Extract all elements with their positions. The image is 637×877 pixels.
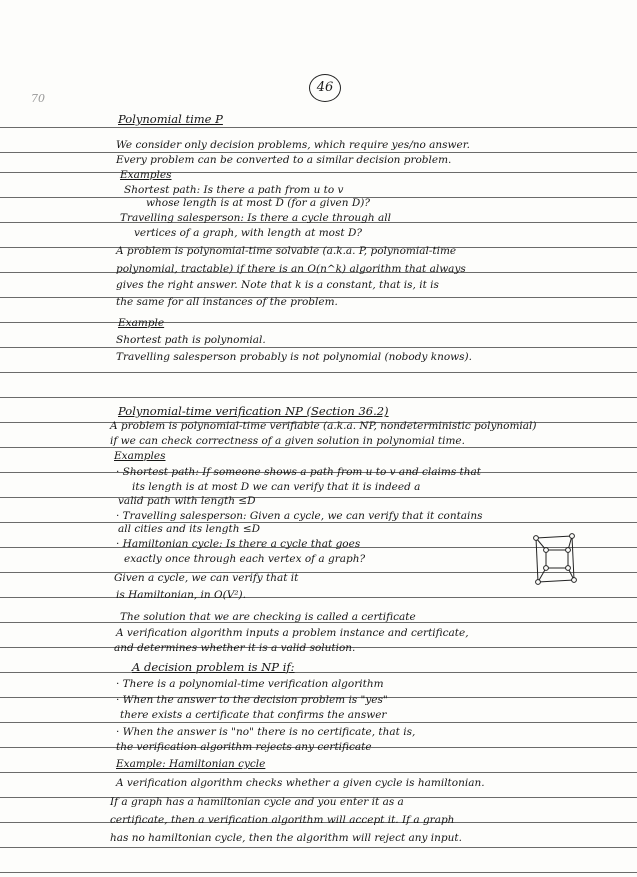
subheading-example-hamiltonian: Example: Hamiltonian cycle (116, 758, 266, 770)
note-line: is Hamiltonian, in O(V²). (116, 589, 246, 601)
note-line: the verification algorithm rejects any certificate (116, 741, 372, 753)
note-line: valid path with length ≤D (118, 495, 256, 507)
note-line: and determines whether it is a valid solution. (114, 642, 356, 654)
note-line: Every problem can be converted to a similar decision problem. (116, 154, 452, 166)
note-line: · Hamiltonian cycle: Is there a cycle that goes (116, 538, 361, 550)
note-line: · When the answer to the decision problem is "yes" (116, 694, 388, 706)
note-line: there exists a certificate that confirms the answer (120, 709, 387, 721)
note-line: exactly once through each vertex of a graph? (124, 553, 366, 565)
note-line: · Shortest path: If someone shows a path from u to v and claims that (116, 466, 482, 478)
note-line: · Travelling salesperson: Given a cycle, we can verify that it contains (116, 510, 483, 522)
section-heading-np: Polynomial-time verification NP (Section 36.2) (118, 404, 389, 418)
note-line: Given a cycle, we can verify that it (114, 572, 299, 584)
note-line: Travelling salesperson probably is not polynomial (nobody knows). (116, 351, 472, 363)
note-line: whose length is at most D (for a given D)? (146, 197, 370, 209)
note-line: polynomial, tractable) if there is an O(n^k) algorithm that always (116, 263, 466, 275)
page-number: 46 (309, 74, 341, 102)
margin-mark: 70 (31, 92, 45, 105)
np-definition-heading: A decision problem is NP if: (132, 660, 295, 674)
subheading-examples: Examples (120, 169, 172, 181)
subheading-examples: Examples (114, 450, 166, 462)
note-line: A verification algorithm checks whether a given cycle is hamiltonian. (116, 777, 485, 789)
note-line: if we can check correctness of a given solution in polynomial time. (110, 435, 465, 447)
note-line: all cities and its length ≤D (118, 523, 261, 535)
section-heading-polynomial-time: Polynomial time P (118, 112, 223, 126)
note-line: A problem is polynomial-time verifiable (a.k.a. NP, nondeterministic polynomial) (110, 420, 537, 432)
note-line: The solution that we are checking is called a certificate (120, 611, 416, 623)
note-line: has no hamiltonian cycle, then the algorithm will reject any input. (110, 832, 462, 844)
note-line: its length is at most D we can verify that it is indeed a (132, 481, 421, 493)
note-line: certificate, then a verification algorithm will accept it. If a graph (110, 814, 455, 826)
note-line: Travelling salesperson: Is there a cycle through all (120, 212, 391, 224)
note-line: If a graph has a hamiltonian cycle and you enter it as a (110, 796, 404, 808)
note-line: gives the right answer. Note that k is a constant, that is, it is (116, 279, 439, 291)
subheading-example: Example (118, 317, 165, 329)
note-line: Shortest path is polynomial. (116, 334, 266, 346)
note-line: · There is a polynomial-time verification algorithm (116, 678, 384, 690)
note-line: the same for all instances of the problem. (116, 296, 338, 308)
note-line: A verification algorithm inputs a problem instance and certificate, (116, 627, 469, 639)
note-line: A problem is polynomial-time solvable (a.k.a. P, polynomial-time (116, 245, 457, 257)
note-line: vertices of a graph, with length at most D? (134, 227, 362, 239)
note-line: Shortest path: Is there a path from u to v (124, 184, 344, 196)
note-line: · When the answer is "no" there is no certificate, that is, (116, 726, 416, 738)
note-line: We consider only decision problems, which require yes/no answer. (116, 139, 470, 151)
graph-sketch (528, 528, 588, 588)
